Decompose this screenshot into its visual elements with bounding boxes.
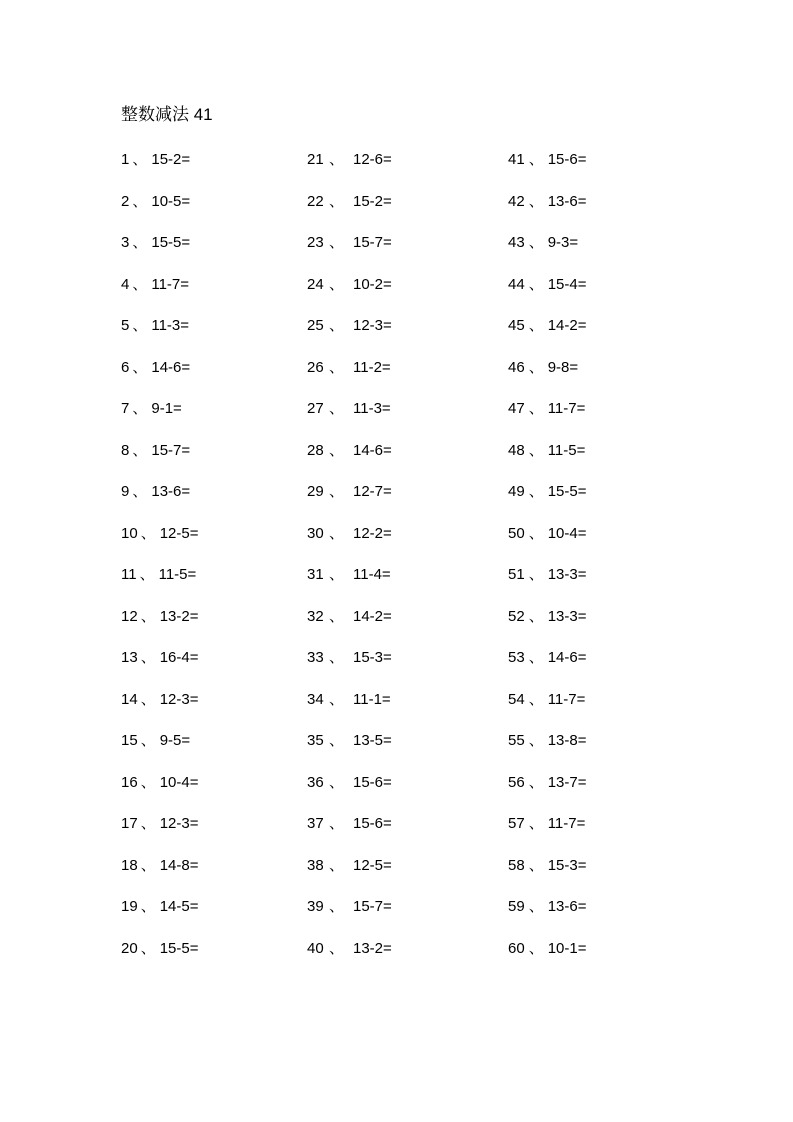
problem-number: 48 (508, 441, 525, 459)
problem-separator: 、 (140, 524, 156, 542)
problem-item (508, 192, 587, 234)
problem-expression: 11-5= (158, 566, 197, 583)
problem-number: 14 (121, 690, 138, 708)
problem-separator: 、 (132, 234, 148, 251)
problem-expression: 15-3= (547, 856, 587, 874)
problem-separator: 、 (329, 690, 345, 708)
problem-expression: 15-6= (353, 773, 392, 791)
problem-expression: 9-8= (547, 358, 579, 376)
problem-item (121, 731, 199, 773)
problem-number: 54 (508, 690, 525, 708)
problem-separator: 、 (329, 358, 345, 376)
problem-expression: 13-6= (547, 192, 587, 210)
problem-number: 33 (307, 649, 324, 666)
problem-expression: 10-1= (547, 939, 587, 957)
problem-number: 35 (307, 732, 324, 749)
problem-expression: 11-3= (151, 317, 190, 334)
problem-item (307, 648, 392, 690)
problem-item (307, 939, 392, 981)
problem-item (508, 565, 587, 607)
problem-item (121, 316, 199, 358)
problem-separator: 、 (132, 151, 148, 168)
problem-separator: 、 (528, 192, 544, 210)
problem-separator: 、 (528, 234, 544, 251)
problem-expression: 11-2= (353, 358, 391, 376)
problem-separator: 、 (528, 151, 544, 168)
problem-item (121, 524, 199, 566)
problem-number: 21 (307, 151, 324, 168)
problem-item (121, 814, 199, 856)
problem-separator: 、 (528, 856, 544, 874)
problem-item (307, 565, 392, 607)
problem-expression: 13-2= (159, 607, 199, 625)
problem-expression: 11-3= (353, 400, 391, 417)
problem-item (307, 773, 392, 815)
problem-separator: 、 (329, 317, 345, 334)
problem-expression: 14-6= (547, 649, 587, 666)
problem-number: 27 (307, 400, 324, 417)
problem-separator: 、 (528, 566, 544, 583)
problem-expression: 15-2= (353, 192, 392, 210)
problem-expression: 10-2= (353, 275, 392, 293)
problem-separator: 、 (140, 690, 156, 708)
problem-separator: 、 (140, 898, 156, 915)
problem-separator: 、 (528, 690, 544, 708)
problem-separator: 、 (132, 400, 148, 417)
problem-expression: 12-3= (353, 317, 392, 334)
problem-item (508, 773, 587, 815)
problem-separator: 、 (139, 566, 155, 583)
problem-separator: 、 (528, 649, 544, 666)
problem-number: 41 (508, 151, 525, 168)
problem-number: 15 (121, 732, 138, 749)
problem-expression: 10-4= (159, 773, 199, 791)
problem-item (121, 939, 199, 981)
problem-item (307, 358, 392, 400)
problem-number: 28 (307, 441, 324, 459)
problem-expression: 15-2= (151, 151, 191, 168)
problem-number: 7 (121, 400, 130, 417)
problem-expression: 11-4= (353, 566, 391, 583)
problem-separator: 、 (528, 483, 544, 500)
problem-separator: 、 (329, 151, 345, 168)
problem-expression: 11-7= (547, 815, 586, 832)
problem-expression: 15-5= (159, 939, 199, 957)
problem-separator: 、 (528, 773, 544, 791)
problem-item (121, 150, 199, 192)
problem-number: 58 (508, 856, 525, 874)
problem-number: 23 (307, 234, 324, 251)
problem-number: 49 (508, 483, 525, 500)
problem-number: 43 (508, 234, 525, 251)
problem-number: 9 (121, 483, 130, 500)
problem-number: 57 (508, 815, 525, 832)
problem-number: 45 (508, 317, 525, 334)
problem-separator: 、 (329, 649, 345, 666)
problem-number: 36 (307, 773, 324, 791)
problem-number: 10 (121, 524, 138, 542)
problem-separator: 、 (329, 939, 345, 957)
problem-item (307, 524, 392, 566)
problem-item (307, 316, 392, 358)
problem-item (121, 690, 199, 732)
problem-column-2 (307, 150, 392, 980)
problem-expression: 12-5= (353, 856, 392, 874)
problem-separator: 、 (132, 358, 148, 376)
problem-separator: 、 (329, 815, 345, 832)
problem-number: 40 (307, 939, 324, 957)
problem-item (121, 358, 199, 400)
problem-number: 50 (508, 524, 525, 542)
problem-number: 59 (508, 898, 525, 915)
problem-separator: 、 (528, 524, 544, 542)
problem-expression: 12-6= (353, 151, 392, 168)
problem-separator: 、 (329, 192, 345, 210)
problem-expression: 15-3= (353, 649, 392, 666)
problem-expression: 13-8= (547, 732, 587, 749)
problem-separator: 、 (329, 566, 345, 583)
problem-separator: 、 (132, 275, 148, 293)
problem-expression: 14-6= (151, 358, 191, 376)
problem-expression: 11-7= (547, 400, 586, 417)
problem-number: 52 (508, 607, 525, 625)
problem-expression: 13-6= (151, 483, 191, 500)
problem-separator: 、 (132, 317, 148, 334)
problem-item (508, 524, 587, 566)
problem-separator: 、 (329, 773, 345, 791)
problem-item (508, 316, 587, 358)
problem-number: 3 (121, 234, 130, 251)
problem-item (508, 897, 587, 939)
problem-expression: 12-5= (159, 524, 199, 542)
problem-separator: 、 (528, 939, 544, 957)
problem-number: 24 (307, 275, 324, 293)
problem-item (508, 939, 587, 981)
problem-number: 29 (307, 483, 324, 500)
problem-item (307, 399, 392, 441)
problem-number: 26 (307, 358, 324, 376)
problem-number: 17 (121, 815, 138, 832)
problem-separator: 、 (329, 275, 345, 293)
problem-separator: 、 (329, 400, 345, 417)
problem-item (121, 897, 199, 939)
problem-number: 13 (121, 649, 138, 666)
problem-number: 31 (307, 566, 324, 583)
problem-item (307, 897, 392, 939)
problem-number: 12 (121, 607, 138, 625)
problem-item (508, 150, 587, 192)
problem-expression: 10-5= (151, 192, 191, 210)
problem-separator: 、 (329, 856, 345, 874)
problem-expression: 11-1= (353, 690, 391, 708)
page-title: 整数减法 41 (121, 105, 213, 124)
problem-item (121, 856, 199, 898)
problem-separator: 、 (140, 815, 156, 832)
problem-number: 22 (307, 192, 324, 210)
problem-number: 56 (508, 773, 525, 791)
problem-expression: 11-7= (547, 690, 586, 708)
problem-expression: 14-6= (353, 441, 392, 459)
problem-item (508, 233, 587, 275)
problem-separator: 、 (140, 773, 156, 791)
problem-separator: 、 (528, 898, 544, 915)
problem-number: 53 (508, 649, 525, 666)
problem-separator: 、 (329, 732, 345, 749)
problem-expression: 13-2= (353, 939, 392, 957)
problem-item (307, 814, 392, 856)
problem-item (508, 814, 587, 856)
problem-number: 18 (121, 856, 138, 874)
problem-expression: 14-5= (159, 898, 199, 915)
problem-item (121, 648, 199, 690)
problem-number: 8 (121, 441, 130, 459)
problem-expression: 12-2= (353, 524, 392, 542)
problem-item (307, 192, 392, 234)
problem-item (307, 482, 392, 524)
problem-separator: 、 (140, 649, 156, 666)
problem-separator: 、 (329, 898, 345, 915)
problem-expression: 11-5= (547, 441, 586, 459)
problem-item (121, 482, 199, 524)
problem-item (307, 690, 392, 732)
problem-number: 51 (508, 566, 525, 583)
problem-item (121, 565, 199, 607)
problem-expression: 15-6= (547, 151, 587, 168)
problem-item (121, 192, 199, 234)
problem-item (121, 399, 199, 441)
problem-number: 47 (508, 400, 525, 417)
problem-item (121, 773, 199, 815)
problem-number: 25 (307, 317, 324, 334)
problem-separator: 、 (132, 441, 148, 459)
problem-expression: 10-4= (547, 524, 587, 542)
problem-number: 16 (121, 773, 138, 791)
problem-number: 34 (307, 690, 324, 708)
problem-column-1 (121, 150, 199, 980)
problem-number: 37 (307, 815, 324, 832)
problem-separator: 、 (528, 275, 544, 293)
problem-number: 32 (307, 607, 324, 625)
problem-separator: 、 (132, 483, 148, 500)
problem-expression: 9-3= (547, 234, 579, 251)
problem-expression: 15-4= (547, 275, 587, 293)
problem-item (307, 233, 392, 275)
problem-separator: 、 (528, 400, 544, 417)
problem-expression: 14-8= (159, 856, 199, 874)
problem-expression: 11-7= (151, 275, 190, 293)
problem-column-3 (508, 150, 587, 980)
problem-number: 6 (121, 358, 130, 376)
problem-expression: 13-6= (547, 898, 587, 915)
problem-expression: 16-4= (159, 649, 199, 666)
problem-item (307, 607, 392, 649)
problem-item (121, 607, 199, 649)
problem-item (508, 399, 587, 441)
problem-item (508, 690, 587, 732)
problem-number: 42 (508, 192, 525, 210)
problem-item (508, 482, 587, 524)
problem-expression: 15-7= (353, 898, 392, 915)
problem-expression: 14-2= (547, 317, 587, 334)
problem-item (508, 441, 587, 483)
problem-item (121, 233, 199, 275)
problem-number: 30 (307, 524, 324, 542)
problem-expression: 13-3= (547, 566, 587, 583)
problem-expression: 15-5= (151, 234, 191, 251)
problem-expression: 15-7= (151, 441, 191, 459)
problem-separator: 、 (329, 607, 345, 625)
problem-item (508, 275, 587, 317)
problem-item (307, 856, 392, 898)
problem-separator: 、 (140, 607, 156, 625)
problem-number: 11 (121, 566, 137, 583)
problem-number: 38 (307, 856, 324, 874)
problem-separator: 、 (132, 192, 148, 210)
problem-number: 19 (121, 898, 138, 915)
problem-separator: 、 (140, 856, 156, 874)
problem-item (508, 648, 587, 690)
problem-item (307, 150, 392, 192)
problem-item (307, 275, 392, 317)
problem-number: 60 (508, 939, 525, 957)
problem-separator: 、 (329, 441, 345, 459)
problem-number: 39 (307, 898, 324, 915)
problem-separator: 、 (329, 524, 345, 542)
problem-item (508, 607, 587, 649)
problem-separator: 、 (528, 815, 544, 832)
problem-item (508, 358, 587, 400)
problem-item (307, 731, 392, 773)
problem-expression: 9-1= (151, 400, 182, 417)
problem-expression: 12-3= (159, 815, 199, 832)
problem-expression: 9-5= (159, 732, 191, 749)
problem-expression: 14-2= (353, 607, 392, 625)
problem-item (508, 856, 587, 898)
problem-expression: 13-7= (547, 773, 587, 791)
problem-number: 20 (121, 939, 138, 957)
problem-expression: 15-7= (353, 234, 392, 251)
problem-expression: 12-3= (159, 690, 199, 708)
problem-expression: 12-7= (353, 483, 392, 500)
problem-separator: 、 (140, 732, 156, 749)
problem-item (508, 731, 587, 773)
problem-item (307, 441, 392, 483)
problem-separator: 、 (140, 939, 156, 957)
problem-number: 1 (121, 151, 130, 168)
problem-separator: 、 (329, 483, 345, 500)
problem-expression: 13-5= (353, 732, 392, 749)
problem-item (121, 441, 199, 483)
problem-expression: 15-6= (353, 815, 392, 832)
problem-number: 55 (508, 732, 525, 749)
problem-number: 5 (121, 317, 130, 334)
problem-separator: 、 (528, 441, 544, 459)
problem-separator: 、 (329, 234, 345, 251)
problem-separator: 、 (528, 317, 544, 334)
problem-expression: 13-3= (547, 607, 587, 625)
problem-separator: 、 (528, 732, 544, 749)
problem-number: 4 (121, 275, 130, 293)
problem-separator: 、 (528, 358, 544, 376)
problem-item (121, 275, 199, 317)
problem-number: 44 (508, 275, 525, 293)
problem-expression: 15-5= (547, 483, 587, 500)
problem-number: 46 (508, 358, 525, 376)
problem-number: 2 (121, 192, 130, 210)
problem-separator: 、 (528, 607, 544, 625)
